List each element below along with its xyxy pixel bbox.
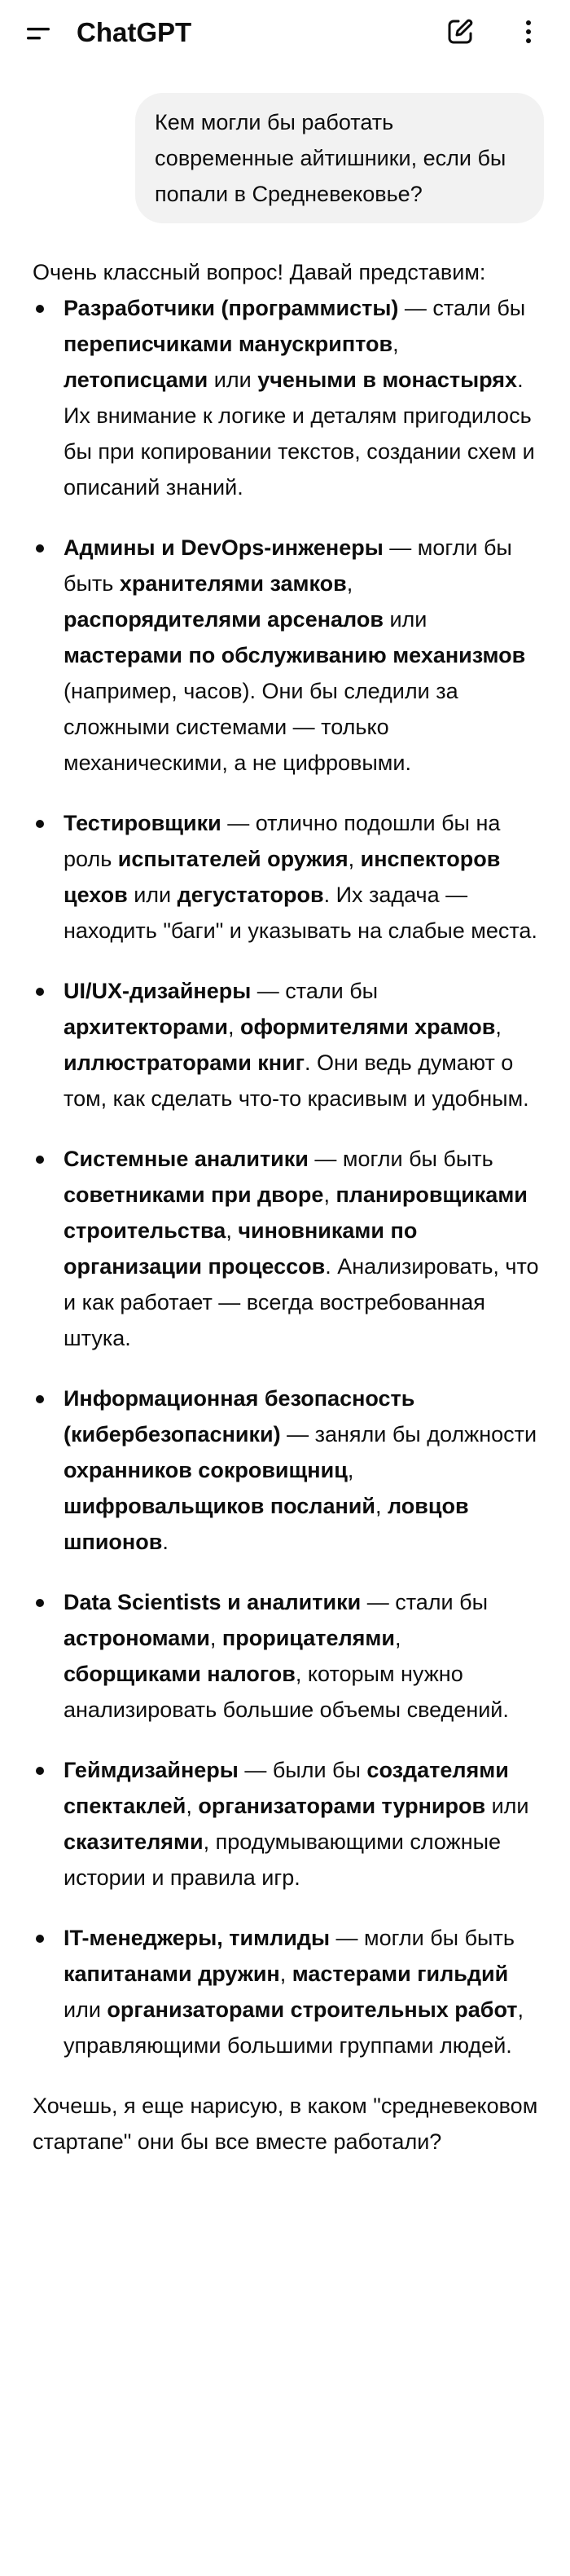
- text: ,: [375, 1494, 388, 1518]
- text: ,: [226, 1218, 239, 1243]
- new-chat-edit-icon[interactable]: [445, 16, 476, 47]
- bold-text: создателями спектаклей: [64, 1758, 509, 1818]
- bold-text: шифровальщиков посланий: [64, 1494, 375, 1518]
- text: — стали бы: [398, 296, 526, 320]
- bold-text: инспекторов цехов: [64, 847, 501, 907]
- text: — стали бы: [251, 979, 379, 1003]
- text: , продумывающими сложные истории и правила игр.: [64, 1830, 502, 1890]
- bold-text: организаторами турниров: [198, 1794, 486, 1818]
- text: ,: [394, 1626, 401, 1650]
- text: . Анализировать, что и как работает — всегда востребованная штука.: [64, 1254, 539, 1350]
- bold-text: Data Scientists и аналитики: [64, 1590, 362, 1614]
- bold-text: астрономами: [64, 1626, 210, 1650]
- text: ,: [347, 1458, 354, 1482]
- bold-text: Геймдизайнеры: [64, 1758, 239, 1782]
- bold-text: хранителями замков: [119, 571, 347, 596]
- bold-text: мастерами гильдий: [292, 1962, 509, 1986]
- bold-text: иллюстраторами книг: [64, 1050, 305, 1075]
- list-item: [33, 530, 539, 781]
- text: . Их задача — находить "баги" и указывать на слабые места.: [64, 883, 537, 943]
- bold-text: учеными в монастырях: [257, 368, 518, 392]
- more-vertical-icon[interactable]: [513, 16, 544, 47]
- text: ,: [227, 1015, 240, 1039]
- text: ,: [323, 1182, 336, 1207]
- bold-text: дегустаторов: [177, 883, 324, 907]
- list-item: [33, 1920, 539, 2063]
- bold-text: мастерами по обслуживанию механизмов: [64, 643, 526, 667]
- text: — были бы: [238, 1758, 367, 1782]
- bold-text: Админы и DevOps-инженеры: [64, 535, 384, 560]
- text: — могли бы быть: [330, 1926, 515, 1950]
- bold-text: Тестировщики: [64, 811, 221, 835]
- bold-text: распорядителями арсеналов: [64, 607, 384, 632]
- bold-text: испытателей оружия: [117, 847, 349, 871]
- bold-text: оформителями храмов: [239, 1015, 496, 1039]
- text: (например, часов). Они бы следили за сложными системами — только механическими, а не цифровыми.: [64, 679, 458, 775]
- text: ,: [186, 1794, 199, 1818]
- text: , которым нужно анализировать большие объемы сведений.: [64, 1662, 509, 1722]
- text: — стали бы: [361, 1590, 488, 1614]
- top-bar: [0, 0, 570, 65]
- text: .: [162, 1530, 169, 1554]
- text: или: [127, 883, 178, 907]
- text: ,: [348, 847, 361, 871]
- bold-text: охранников сокровищниц: [64, 1458, 348, 1482]
- assistant-outro: Хочешь, я еще нарисую, в каком "средневековом стартапе" они бы все вместе работали?: [33, 2094, 538, 2154]
- bold-text: капитанами дружин: [64, 1962, 280, 1986]
- list-item: [33, 973, 539, 1116]
- text: ,: [392, 332, 399, 356]
- text: ,: [279, 1962, 292, 1986]
- text: , управляющими большими группами людей.: [64, 1997, 524, 2058]
- bold-text: советниками при дворе: [64, 1182, 324, 1207]
- user-message-bubble: Кем могли бы работать современные айтишники, если бы попали в Средневековье?: [135, 93, 544, 223]
- career-list: [33, 290, 539, 2063]
- text: или: [383, 607, 428, 632]
- text: — могли бы быть: [308, 1147, 493, 1171]
- bold-text: UI/UX-дизайнеры: [64, 979, 252, 1003]
- bold-text: IT-менеджеры, тимлиды: [64, 1926, 331, 1950]
- text: . Они ведь думают о том, как сделать что-то красивым и удобным.: [64, 1050, 529, 1111]
- bold-text: чиновниками по организации процессов: [64, 1218, 418, 1279]
- text: — заняли бы должности: [280, 1422, 537, 1447]
- bold-text: переписчиками манускриптов: [64, 332, 393, 356]
- text: ,: [495, 1015, 502, 1039]
- bold-text: сказителями: [64, 1830, 204, 1854]
- text: или: [208, 368, 258, 392]
- bold-text: сборщиками налогов: [64, 1662, 296, 1686]
- bold-text: Системные аналитики: [64, 1147, 309, 1171]
- bold-text: организаторами строительных работ: [107, 1997, 518, 2022]
- text: ,: [346, 571, 353, 596]
- bold-text: Информационная безопасность (кибербезопасники): [64, 1386, 415, 1447]
- list-item: [33, 290, 539, 505]
- list-item: [33, 1141, 539, 1356]
- assistant-message: [33, 254, 539, 2160]
- text: или: [64, 1997, 107, 2022]
- list-item: [33, 805, 539, 949]
- text: или: [485, 1794, 529, 1818]
- text: — могли бы быть: [64, 535, 512, 596]
- list-item: [33, 1752, 539, 1896]
- list-item: [33, 1584, 539, 1728]
- bold-text: прорицателями: [221, 1626, 395, 1650]
- bold-text: ловцов шпионов: [64, 1494, 469, 1554]
- bold-text: планировщиками строительства: [64, 1182, 528, 1243]
- bold-text: архитекторами: [64, 1015, 228, 1039]
- menu-icon[interactable]: [26, 20, 54, 47]
- app-title: ChatGPT: [77, 17, 192, 47]
- list-item: [33, 1380, 539, 1560]
- assistant-intro: Очень классный вопрос! Давай представим:: [33, 260, 486, 284]
- text: — отлично подошли бы на роль: [64, 811, 501, 871]
- bold-text: Разработчики (программисты): [64, 296, 399, 320]
- bold-text: летописцами: [64, 368, 208, 392]
- text: . Их внимание к логике и деталям пригодилось бы при копировании текстов, создании схем и описаний знаний.: [64, 368, 535, 500]
- text: ,: [209, 1626, 222, 1650]
